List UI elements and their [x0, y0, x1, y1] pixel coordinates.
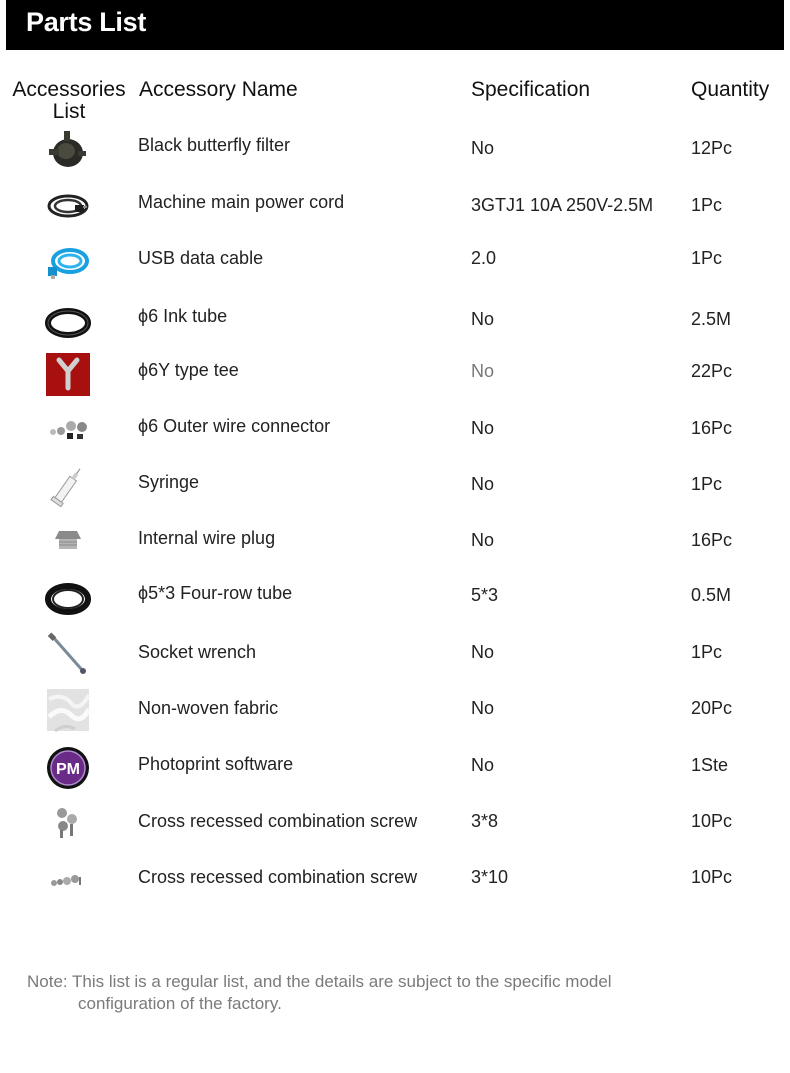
svg-text:PM: PM — [56, 761, 80, 778]
accessory-name: Machine main power cord — [138, 192, 345, 212]
quantity: 22Pc — [691, 361, 733, 381]
specification: No — [471, 755, 495, 775]
table-row — [0, 794, 790, 850]
accessory-name: Black butterfly filter — [138, 135, 291, 155]
socket-wrench-icon — [45, 631, 91, 677]
quantity: 0.5M — [691, 585, 732, 605]
column-header-quantity: Quantity — [691, 78, 770, 101]
accessory-name: USB data cable — [138, 248, 264, 268]
butterfly-filter-icon — [45, 127, 91, 173]
quantity: 20Pc — [691, 698, 733, 718]
small-screws-icon — [45, 855, 91, 901]
note-line-2: configuration of the factory. — [78, 994, 282, 1013]
specification: 3*10 — [471, 867, 509, 887]
quantity: 16Pc — [691, 530, 733, 550]
table-row — [0, 738, 790, 794]
screws-icon — [45, 799, 91, 845]
accessory-name: ϕ6 Outer wire connector — [138, 416, 331, 436]
quantity: 12Pc — [691, 138, 733, 158]
wire-connector-icon — [45, 407, 91, 453]
quantity: 1Pc — [691, 248, 723, 268]
syringe-icon — [45, 463, 91, 509]
specification: 5*3 — [471, 585, 499, 605]
specification: 2.0 — [471, 248, 497, 268]
quantity: 2.5M — [691, 309, 732, 329]
accessory-name: Photoprint software — [138, 754, 294, 774]
usb-cable-icon — [45, 239, 91, 285]
column-header-accessory-name: Accessory Name — [139, 78, 298, 101]
quantity: 16Pc — [691, 418, 733, 438]
specification: No — [471, 138, 495, 158]
table-row — [0, 290, 790, 346]
accessory-name: Socket wrench — [138, 642, 257, 662]
table-row — [0, 514, 790, 570]
specification: 3*8 — [471, 811, 499, 831]
header-bar — [6, 0, 784, 50]
accessory-name: ϕ5*3 Four-row tube — [138, 583, 293, 603]
table-row — [0, 178, 790, 234]
column-header-specification: Specification — [471, 78, 591, 101]
y-tee-icon — [45, 351, 91, 397]
photoprint-logo-icon — [45, 743, 91, 789]
accessory-name: ϕ6 Ink tube — [138, 306, 228, 326]
accessory-name: Internal wire plug — [138, 528, 276, 548]
accessory-name: Cross recessed combination screw — [138, 811, 418, 831]
accessory-name: Cross recessed combination screw — [138, 867, 418, 887]
specification: No — [471, 361, 495, 381]
accessory-name: ϕ6Y type tee — [138, 360, 239, 380]
wire-plug-icon — [45, 519, 91, 565]
table-row — [0, 570, 790, 626]
specification: No — [471, 698, 495, 718]
four-row-tube-icon — [45, 575, 91, 621]
specification: No — [471, 530, 495, 550]
note-line-1: Note: This list is a regular list, and the details are subject to the specific model — [27, 972, 612, 991]
quantity: 1Ste — [691, 755, 729, 775]
power-cord-icon — [45, 183, 91, 229]
footer-note — [27, 971, 757, 1015]
quantity: 10Pc — [691, 867, 733, 887]
accessory-name: Syringe — [138, 472, 200, 492]
accessory-name: Non-woven fabric — [138, 698, 279, 718]
ink-tube-icon — [45, 295, 91, 341]
quantity: 1Pc — [691, 474, 723, 494]
column-header-accessories-list: Accessories List — [12, 78, 126, 123]
specification: No — [471, 474, 495, 494]
quantity: 1Pc — [691, 642, 723, 662]
table-row — [0, 626, 790, 682]
table-row — [0, 682, 790, 738]
specification: 3GTJ1 10A 250V-2.5M — [471, 195, 654, 215]
table-row — [0, 234, 790, 290]
table-row — [0, 122, 790, 178]
table-row — [0, 850, 790, 906]
quantity: 10Pc — [691, 811, 733, 831]
specification: No — [471, 642, 495, 662]
quantity: 1Pc — [691, 195, 723, 215]
table-row — [0, 458, 790, 514]
page-title: Parts List — [26, 7, 147, 37]
table-row — [0, 346, 790, 402]
specification: No — [471, 418, 495, 438]
table-row — [0, 402, 790, 458]
fabric-icon — [45, 687, 91, 733]
specification: No — [471, 309, 495, 329]
